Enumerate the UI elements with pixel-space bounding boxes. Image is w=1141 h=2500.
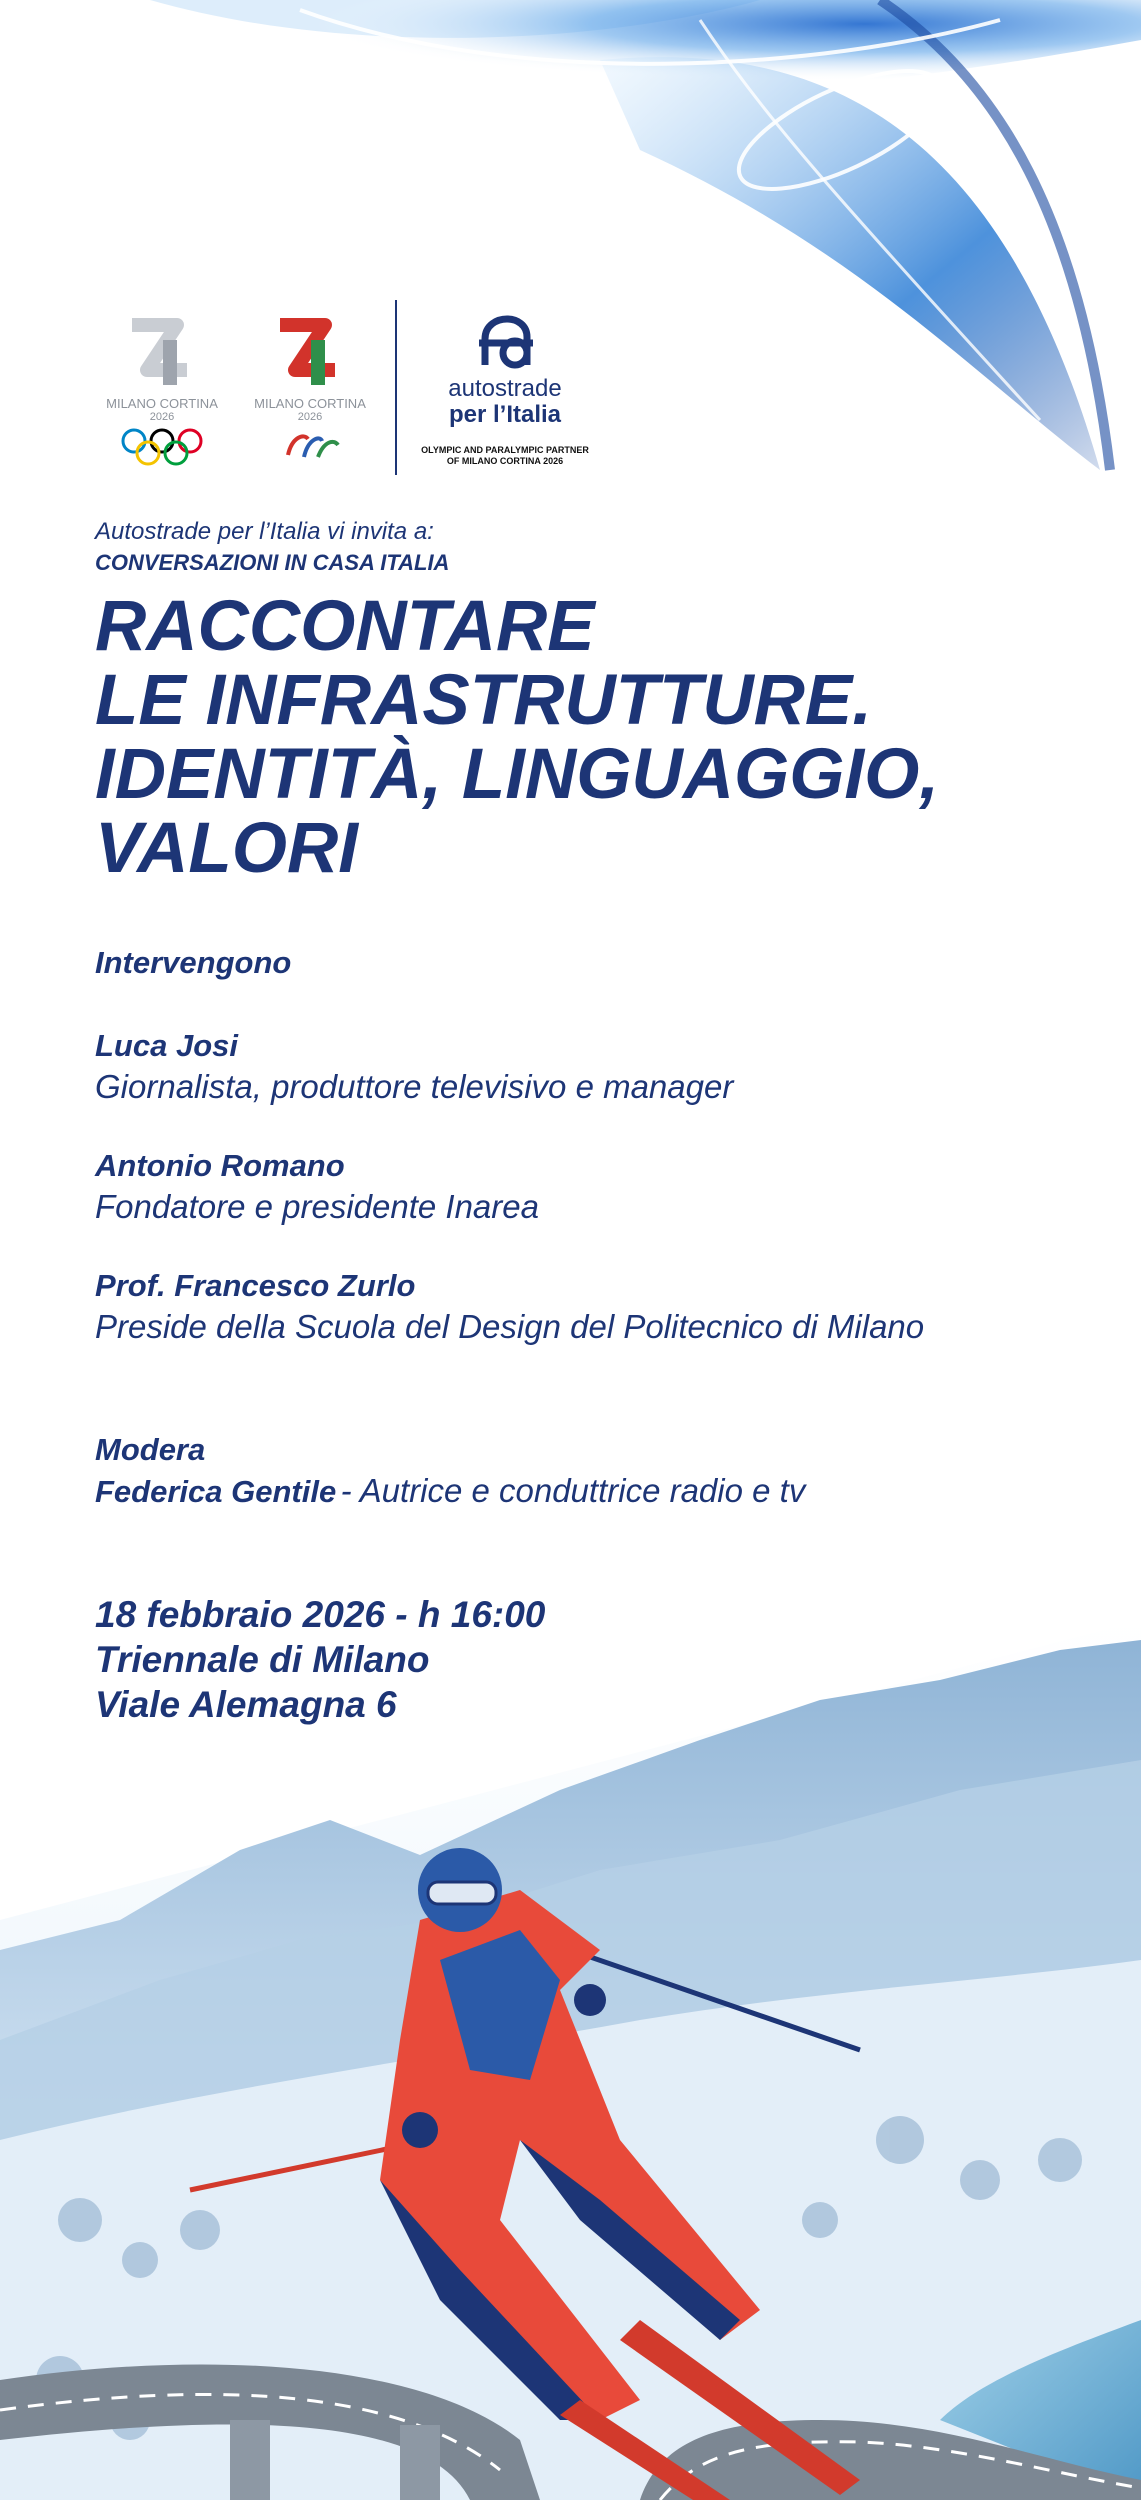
moderator-name: Federica Gentile <box>95 1474 337 1509</box>
autostrade-mark-icon <box>475 313 545 373</box>
olympic-rings-icon <box>120 427 204 467</box>
speakers-heading: Intervengono <box>95 945 292 980</box>
speaker-role: Giornalista, produttore televisivo e manager <box>95 1068 734 1105</box>
speaker-role: Preside della Scuola del Design del Politecnico di Milano <box>95 1308 925 1345</box>
speaker-name: Antonio Romano <box>95 1148 345 1183</box>
autostrade-line2: per l’Italia <box>448 401 562 428</box>
partner-line2: OF MILANO CORTINA 2026 <box>446 456 564 466</box>
autostrade-line1: autostrade <box>448 375 562 402</box>
event-title <box>95 587 1095 888</box>
series-name: CONVERSAZIONI IN CASA ITALIA <box>95 550 450 575</box>
speaker-role: Fondatore e presidente Inarea <box>95 1188 539 1225</box>
title-line-1: RACCONTARE <box>95 587 595 666</box>
paralympic-emblem-icon <box>240 310 380 410</box>
skier-landscape-illustration <box>0 1620 1141 2500</box>
title-line-2: LE INFRASTRUTTURE. <box>95 661 873 740</box>
olympic-wordmark: MILANO CORTINA <box>106 396 218 411</box>
moderator-line <box>95 1472 805 1510</box>
event-details <box>95 1592 545 1727</box>
moderator-role: - Autrice e conduttrice radio e tv <box>340 1472 806 1509</box>
event-address: Viale Alemagna 6 <box>95 1684 397 1725</box>
olympic-year: 2026 <box>149 411 175 423</box>
paralympic-year: 2026 <box>297 411 323 423</box>
moderator-heading: Modera <box>95 1432 206 1467</box>
olympic-logo <box>92 310 232 470</box>
event-datetime: 18 febbraio 2026 - h 16:00 <box>95 1594 546 1635</box>
paralympic-logo <box>240 310 380 470</box>
paralympic-agitos-icon <box>282 427 342 467</box>
olympic-emblem-icon <box>92 310 232 410</box>
title-line-3: IDENTITÀ, LINGUAGGIO, <box>95 735 940 814</box>
invite-line: Autostrade per l’Italia vi invita a: <box>95 518 434 545</box>
autostrade-logo <box>410 305 600 475</box>
title-line-4: VALORI <box>95 809 358 888</box>
event-venue: Triennale di Milano <box>95 1639 430 1680</box>
logo-divider <box>395 300 397 475</box>
speaker-name: Luca Josi <box>95 1028 238 1063</box>
paralympic-wordmark: MILANO CORTINA <box>254 396 366 411</box>
speaker-name: Prof. Francesco Zurlo <box>95 1268 416 1303</box>
partner-line1: OLYMPIC AND PARALYMPIC PARTNER <box>421 445 589 455</box>
